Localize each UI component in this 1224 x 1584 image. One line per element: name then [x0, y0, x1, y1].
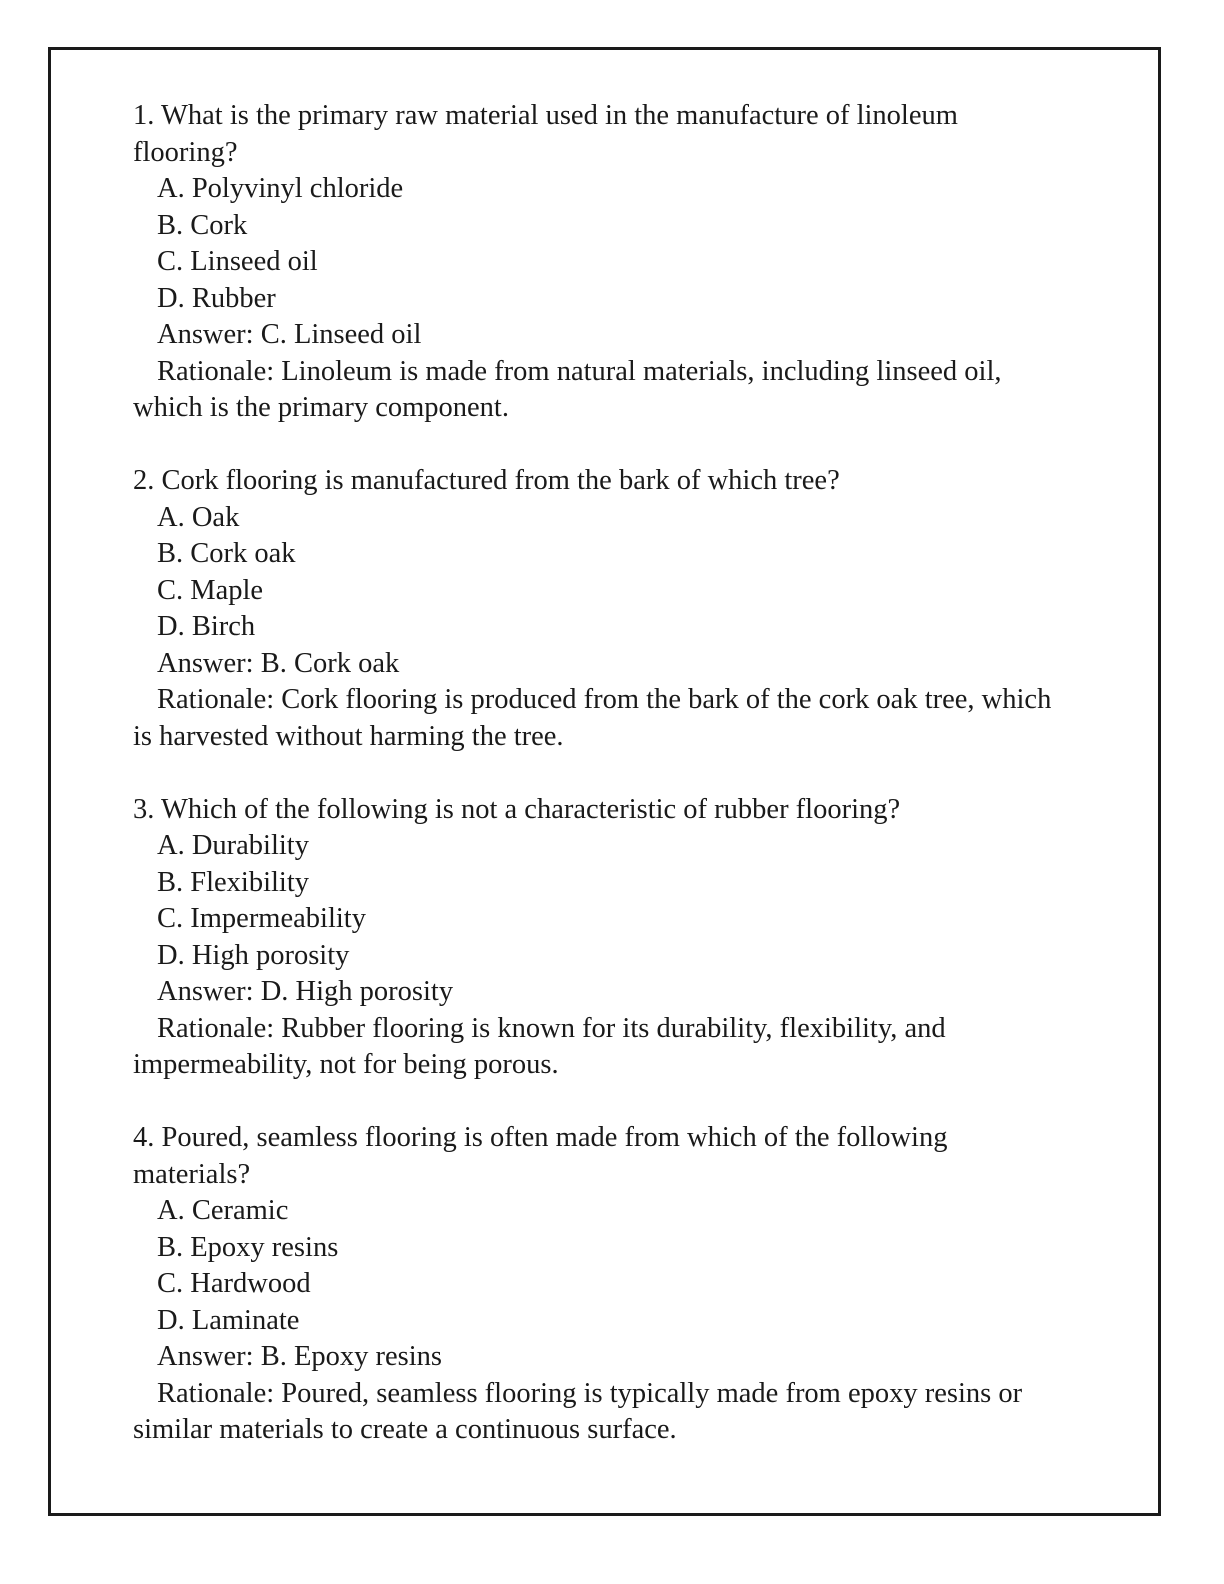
option-d: D. Laminate	[157, 1304, 300, 1336]
option-c: C. Linseed oil	[157, 246, 318, 277]
rationale: Rationale: Poured, seamless flooring is typically made from epoxy resins or similar materials to create a continuous surface.	[133, 1377, 1023, 1445]
rationale: Rationale: Rubber flooring is known for its durability, flexibility, and impermeability, not for being porous.	[133, 1012, 946, 1080]
answer: Answer: B. Epoxy resins	[157, 1341, 442, 1372]
option-c: C. Impermeability	[157, 903, 366, 934]
option-b: B. Cork oak	[157, 538, 296, 569]
quiz-content	[133, 98, 1063, 1449]
option-d: D. Rubber	[157, 282, 276, 314]
option-b: B. Cork	[157, 209, 248, 241]
question-4	[133, 1120, 1063, 1449]
answer: Answer: D. High porosity	[157, 976, 454, 1007]
option-a: A. Ceramic	[157, 1195, 289, 1226]
option-a: A. Durability	[157, 830, 309, 861]
question-prompt: 3. Which of the following is not a characteristic of rubber flooring?	[133, 793, 901, 825]
question-1	[133, 98, 1063, 427]
option-b: B. Flexibility	[157, 866, 310, 898]
question-prompt: 4. Poured, seamless flooring is often made from which of the following materials?	[133, 1122, 948, 1190]
rationale: Rationale: Cork flooring is produced from the bark of the cork oak tree, which is harvested without harming the tree.	[133, 684, 1052, 752]
answer: Answer: C. Linseed oil	[157, 319, 422, 350]
question-prompt: 2. Cork flooring is manufactured from the bark of which tree?	[133, 465, 840, 496]
question-3	[133, 792, 1063, 1084]
question-2	[133, 463, 1063, 755]
option-d: D. Birch	[157, 611, 256, 642]
option-a: A. Polyvinyl chloride	[157, 173, 404, 204]
option-c: C. Maple	[157, 574, 264, 606]
option-b: B. Epoxy resins	[157, 1231, 339, 1263]
option-d: D. High porosity	[157, 939, 350, 971]
option-c: C. Hardwood	[157, 1268, 311, 1299]
option-a: A. Oak	[157, 501, 240, 533]
question-prompt: 1. What is the primary raw material used in the manufacture of linoleum flooring?	[133, 100, 958, 168]
answer: Answer: B. Cork oak	[157, 647, 400, 679]
rationale: Rationale: Linoleum is made from natural materials, including linseed oil, which is the primary component.	[133, 355, 1002, 423]
